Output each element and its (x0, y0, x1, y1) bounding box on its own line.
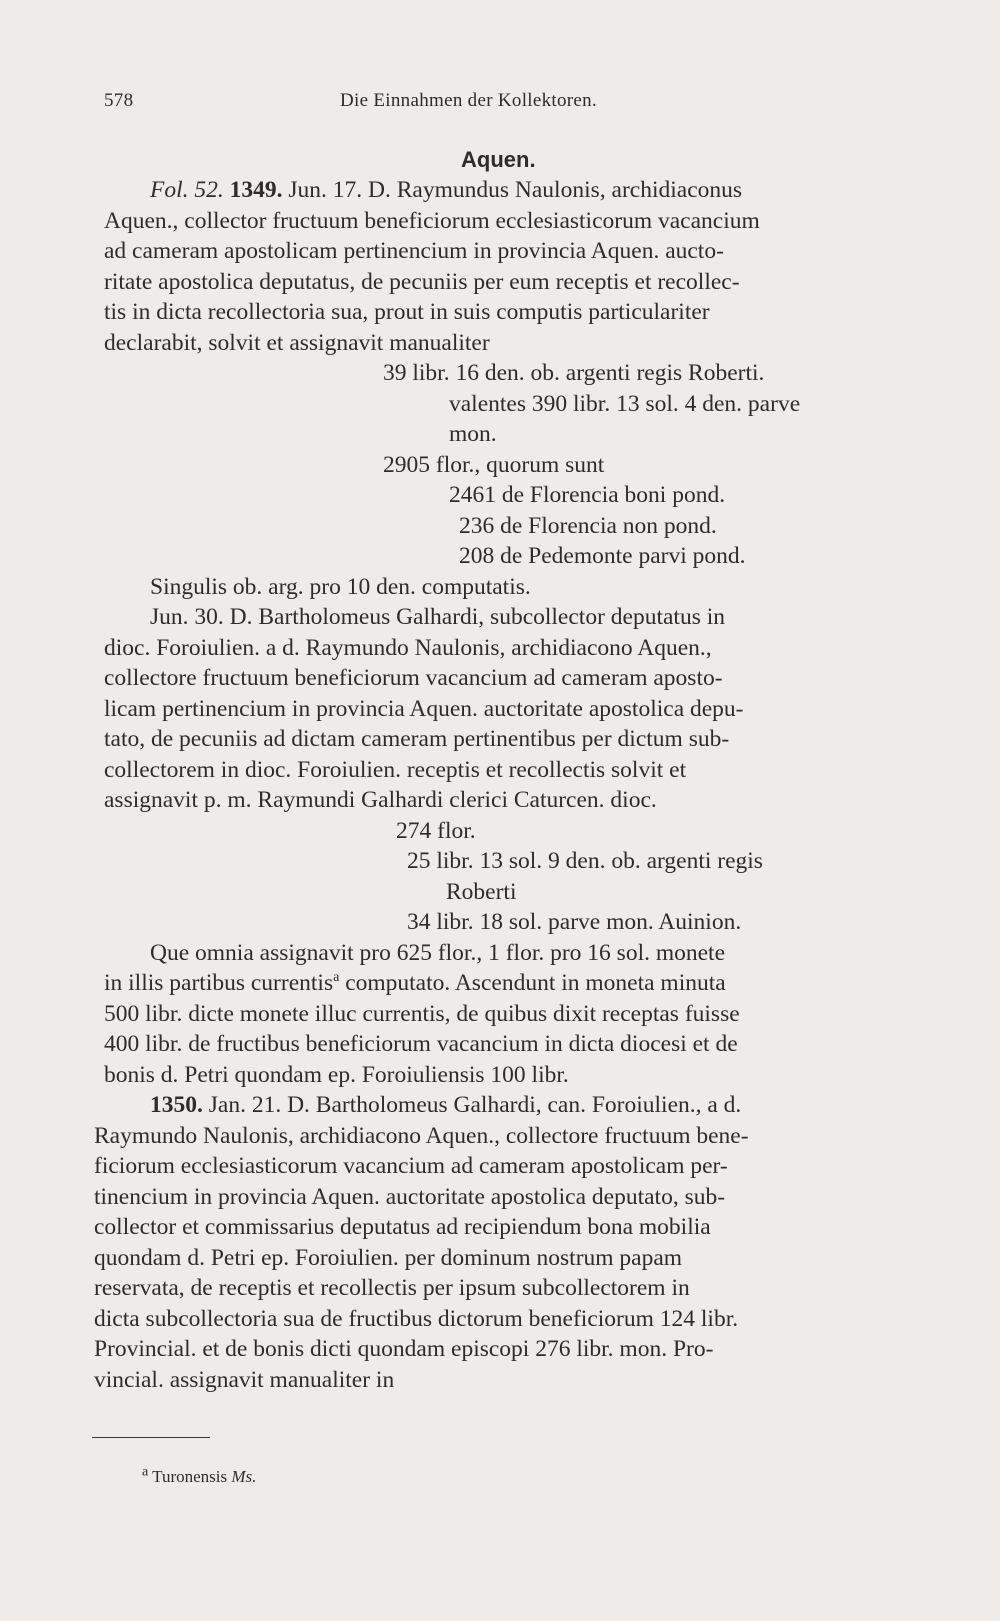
entry1-note: Singulis ob. arg. pro 10 den. computatis. (150, 574, 531, 600)
footnote-mark: a (142, 1464, 149, 1480)
entry2-line: Jun. 30. D. Bartholomeus Galhardi, subcollector deputatus in (150, 604, 725, 630)
amount-line: 236 de Florencia non pond. (459, 513, 717, 539)
entry1-line: Fol. 52. 1349. Jun. 17. D. Raymundus Naulonis, archidiaconus (150, 177, 743, 203)
entry2-line: collectore fructuum beneficiorum vacancium ad cameram aposto- (104, 665, 723, 691)
entry1-line: tis in dicta recollectoria sua, prout in suis computis particulariter (104, 299, 710, 325)
entry2-para-line: 400 libr. de fructibus beneficiorum vacancium in dicta diocesi et de (104, 1031, 738, 1057)
entry2-line: licam pertinencium in provincia Aquen. auctoritate apostolica depu- (104, 696, 744, 722)
entry1-line: ritate apostolica deputatus, de pecuniis per eum receptis et recollec- (104, 269, 740, 295)
entry2-para-line: 500 libr. dicte monete illuc currentis, de quibus dixit receptas fuisse (104, 1001, 740, 1027)
folio-ref: Fol. 52. (150, 177, 224, 203)
footnote-rule (92, 1437, 210, 1438)
footnote: $^a$ Turonensis Ms. (142, 1464, 257, 1486)
entry3-line: reservata, de receptis et recollectis per ipsum subcollectorem in (94, 1275, 690, 1301)
entry2-para-line: in illis partibus currentis$^a$ computato. Ascendunt in moneta minuta (104, 970, 726, 996)
entry1-line: Aquen., collector fructuum beneficiorum ecclesiasticorum vacancium (104, 208, 760, 234)
amount-line: 25 libr. 13 sol. 9 den. ob. argenti regis (407, 848, 763, 874)
entry3-line: tinencium in provincia Aquen. auctoritate apostolica deputato, sub- (94, 1184, 726, 1210)
page-number: 578 (104, 90, 134, 111)
entry2-line: collectorem in dioc. Foroiulien. receptis et recollectis solvit et (104, 757, 687, 783)
entry3-line: Provincial. et de bonis dicti quondam episcopi 276 libr. mon. Pro- (94, 1336, 714, 1362)
footnote-ref: a (333, 970, 340, 986)
entry1-line: ad cameram apostolicam pertinencium in provincia Aquen. aucto- (104, 238, 724, 264)
entry2-line: tato, de pecuniis ad dictam cameram pertinentibus per dictum sub- (104, 726, 730, 752)
entry3-line: quondam d. Petri ep. Foroiulien. per dominum nostrum papam (94, 1245, 683, 1271)
amount-line: Roberti (446, 879, 517, 905)
year-1349: 1349. (229, 177, 283, 203)
year-1350: 1350. (150, 1092, 203, 1118)
amount-line: 274 flor. (396, 818, 476, 844)
footnote-source: Ms. (231, 1467, 257, 1486)
amount-line: 2905 flor., quorum sunt (383, 452, 605, 478)
amount-line: 2461 de Florencia boni pond. (449, 482, 726, 508)
section-title: Aquen. (461, 147, 536, 172)
amount-line: 34 libr. 18 sol. parve mon. Auinion. (407, 909, 742, 935)
entry2-line: dioc. Foroiulien. a d. Raymundo Naulonis, archidiacono Aquen., (104, 635, 712, 661)
entry3-line: vincial. assignavit manualiter in (94, 1367, 395, 1393)
amount-line: 208 de Pedemonte parvi pond. (459, 543, 746, 569)
entry3-line: Raymundo Naulonis, archidiacono Aquen., collectore fructuum bene- (94, 1123, 749, 1149)
entry2-para-line: bonis d. Petri quondam ep. Foroiuliensis 100 libr. (104, 1062, 569, 1088)
running-title: Die Einnahmen der Kollektoren. (340, 90, 597, 111)
amount-line: valentes 390 libr. 13 sol. 4 den. parve (449, 391, 801, 417)
amount-line: mon. (449, 421, 497, 447)
entry2-line: assignavit p. m. Raymundi Galhardi clerici Caturcen. dioc. (104, 787, 657, 813)
entry3-line: ficiorum ecclesiasticorum vacancium ad cameram apostolicam per- (94, 1153, 728, 1179)
entry1-line: declarabit, solvit et assignavit manualiter (104, 330, 490, 356)
entry3-line: dicta subcollectoria sua de fructibus dictorum beneficiorum 124 libr. (94, 1306, 739, 1332)
entry2-para-line: Que omnia assignavit pro 625 flor., 1 flor. pro 16 sol. monete (150, 940, 726, 966)
entry3-line: 1350. Jan. 21. D. Bartholomeus Galhardi, can. Foroiulien., a d. (150, 1092, 742, 1118)
entry3-line: collector et commissarius deputatus ad recipiendum bona mobilia (94, 1214, 711, 1240)
amount-line: 39 libr. 16 den. ob. argenti regis Roberti. (383, 360, 765, 386)
